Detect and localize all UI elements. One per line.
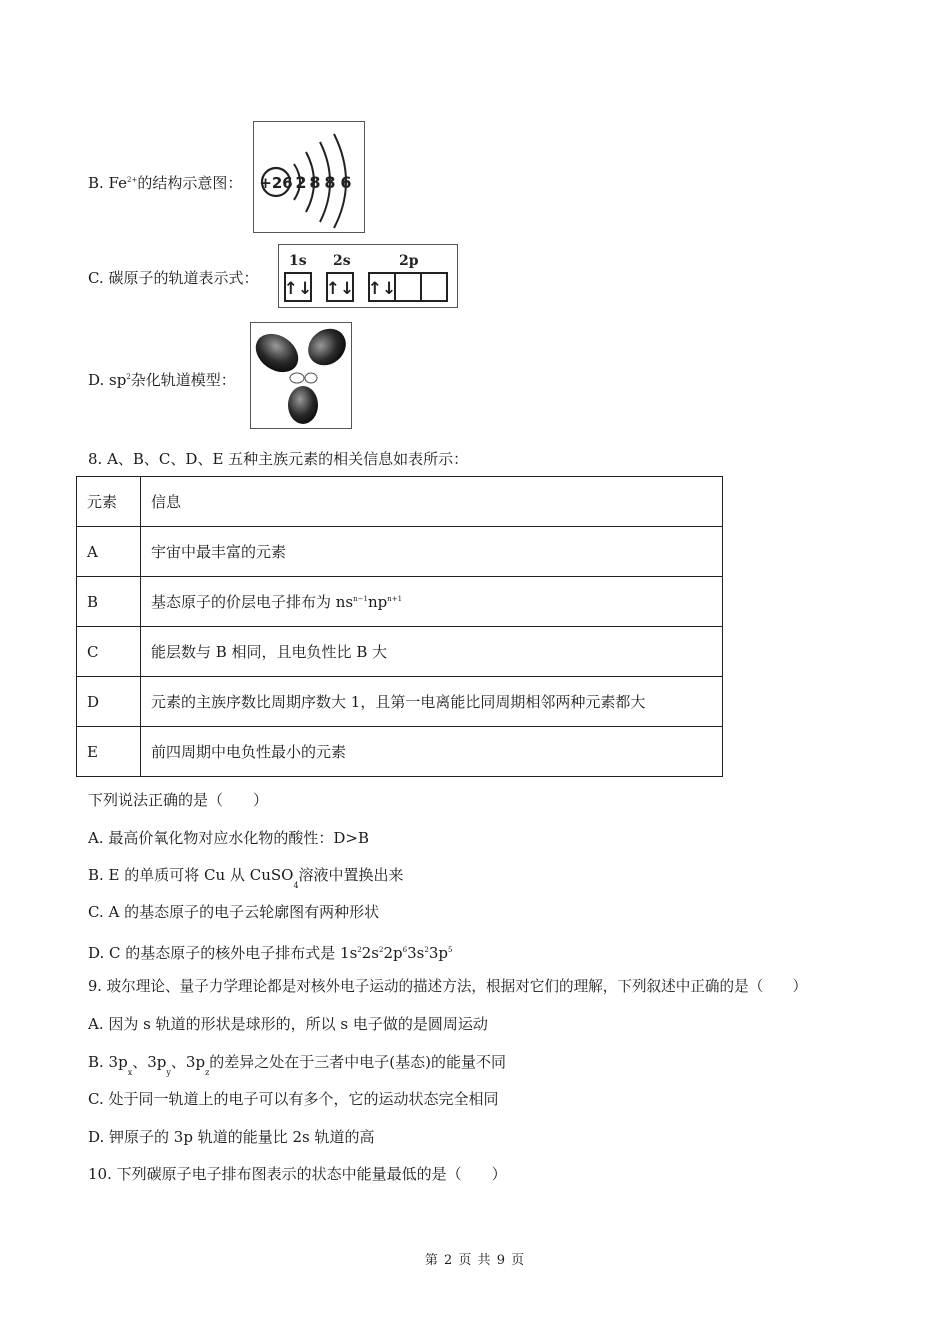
cell-info: 前四周期中电负性最小的元素 [141,727,723,777]
option-8b-rest: 溶液中置换出来 [298,866,404,884]
fe-charge: 2+ [127,176,138,184]
shell-4-count: 6 [340,173,352,192]
cuso4-subscript: 4 [293,881,299,890]
sp2-superscript: 2 [126,373,131,381]
config-orbital: 3p [428,944,448,962]
option-8b-text: B. E 的单质可将 Cu 从 CuSO [88,866,294,884]
cell-element: B [77,577,141,627]
header-info: 信息 [141,477,723,527]
option-9b-sep: 、3p [170,1053,206,1071]
config-orbital: 3s [407,944,425,962]
config-exponent: 2 [424,946,429,954]
config-orbital: 2s [361,944,380,962]
question-8-stem: 8. A、B、C、D、E 五种主族元素的相关信息如表所示： [88,450,469,468]
option-7b-suffix: 的结构示意图： [137,174,243,192]
pz-subscript: z [205,1068,210,1077]
nucleus-charge: +26 [259,174,293,192]
option-9b [88,1052,506,1083]
config-orbital: 2p [383,944,403,962]
option-7d [88,367,236,390]
config-exponent: 2 [357,946,362,954]
cell-info-text: 基态原子的价层电子排布为 ns [151,593,354,611]
header-element: 元素 [77,477,141,527]
cell-info-np: np [367,593,388,611]
cell-info: 宇宙中最丰富的元素 [141,527,723,577]
table-row [77,727,723,777]
config-exponent: 5 [447,946,453,954]
option-8c: C. A 的基态原子的电子云轮廓图有两种形状 [88,903,380,921]
cell-info: 能层数与 B 相同，且电负性比 B 大 [141,627,723,677]
table-row [77,627,723,677]
px-subscript: x [127,1068,133,1077]
table-row [77,577,723,627]
option-8b [88,865,404,896]
option-9b-sep: 、3p [132,1053,167,1071]
fe-ion-structure-diagram [253,121,365,233]
element-info-table [76,476,723,777]
table-row [77,677,723,727]
cell-element: A [77,527,141,577]
cell-info: 元素的主族序数比周期序数大 1，且第一电离能比同周期相邻两种元素都大 [141,677,723,727]
carbon-orbital-diagram [278,244,458,308]
option-8d-text: D. C 的基态原子的核外电子排布式是 1s [88,944,358,962]
label-2p: 2p [399,253,419,269]
config-exponent: 2 [379,946,384,954]
option-7d-prefix: D. sp [88,371,127,389]
table-row [77,527,723,577]
table-header-row [77,477,723,527]
exponent-ns: n−1 [353,595,368,603]
cell-info [141,577,723,627]
shell-1-count: 2 [295,173,307,192]
orbital-2s-arrows: ↑↓ [325,279,355,299]
option-9c: C. 处于同一轨道上的电子可以有多个，它的运动状态完全相同 [88,1090,499,1108]
option-7d-suffix: 杂化轨道模型： [130,371,236,389]
orbital-1s-arrows: ↑↓ [283,279,313,299]
page-footer: 第 2 页 共 9 页 [424,1253,526,1268]
exponent-np: n+1 [387,595,403,603]
py-subscript: y [166,1068,171,1077]
label-2s: 2s [333,253,351,269]
config-exponent: 6 [402,946,408,954]
cell-element: D [77,677,141,727]
label-1s: 1s [289,253,307,269]
option-9b-text: B. 3p [88,1053,128,1071]
question-10-stem: 10. 下列碳原子电子排布图表示的状态中能量最低的是（ ） [88,1165,507,1183]
option-9a: A. 因为 s 轨道的形状是球形的，所以 s 电子做的是圆周运动 [88,1015,488,1033]
shell-2-count: 8 [309,173,321,192]
option-9b-rest: 的差异之处在于三者中电子(基态)的能量不同 [209,1053,507,1071]
option-8a: A. 最高价氧化物对应水化物的酸性：D>B [88,829,369,847]
question-8-prompt: 下列说法正确的是（ ） [88,791,269,809]
orbital-2p-arrows: ↑↓ [367,279,397,299]
sp2-hybrid-orbital-model [250,322,352,429]
option-7b [88,170,242,193]
question-9-stem: 9. 玻尔理论、量子力学理论都是对核外电子运动的描述方法，根据对它们的理解，下列叙述中正确的是（ ） [88,978,808,995]
cell-element: C [77,627,141,677]
cell-element: E [77,727,141,777]
shell-3-count: 8 [324,173,336,192]
option-8d [88,940,452,963]
option-9d: D. 钾原子的 3p 轨道的能量比 2s 轨道的高 [88,1128,375,1146]
option-7b-prefix: B. Fe [88,174,128,192]
option-7c: C. 碳原子的轨道表示式： [88,269,259,287]
